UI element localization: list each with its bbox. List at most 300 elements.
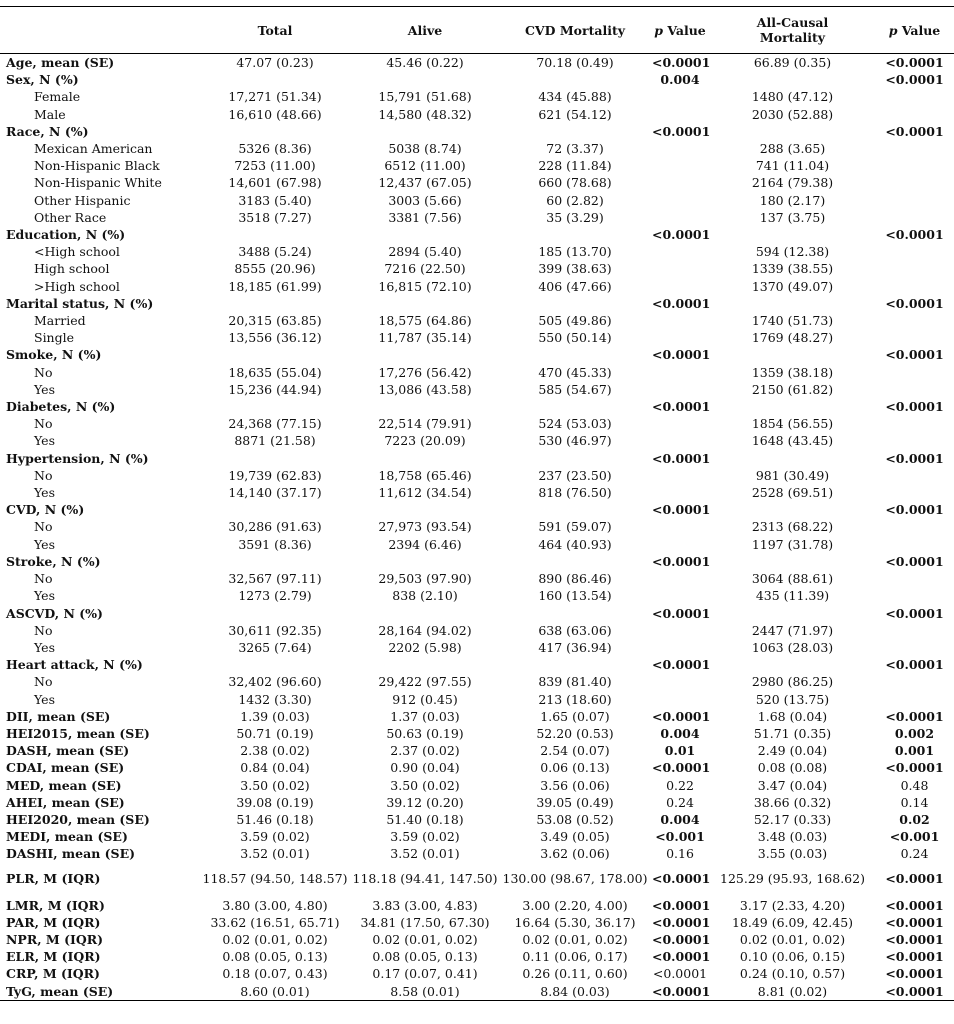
all-causal-mortality-value: 2980 (86.25) — [751, 674, 834, 690]
all-causal-mortality-value: 3.47 (0.04) — [757, 777, 828, 793]
all-causal-mortality-value: 3.55 (0.03) — [757, 846, 828, 862]
all-causal-mortality-value: 1769 (48.27) — [751, 330, 834, 346]
table-subrow — [0, 174, 954, 191]
row-label: Smoke, N (%) — [6, 347, 102, 363]
cvd-mortality-value: 417 (36.94) — [538, 639, 612, 655]
table-row — [0, 54, 954, 72]
cvd-mortality-value: 3.49 (0.05) — [540, 829, 610, 845]
table-subrow — [0, 536, 954, 553]
total-value — [200, 71, 350, 88]
cvd-mortality-value — [500, 450, 650, 467]
cvd-mortality-value: 72 (3.37) — [546, 141, 604, 157]
cvd-mortality-value: 505 (49.86) — [538, 313, 612, 329]
p-value-cvd — [650, 260, 710, 277]
alive-value: 27,973 (93.54) — [378, 519, 472, 535]
alive-value: 3381 (7.56) — [388, 209, 462, 225]
table-row — [0, 897, 954, 914]
p-value-all — [875, 570, 954, 587]
row-label: PAR, M (IQR) — [6, 914, 101, 930]
p-value-cvd: <0.0001 — [652, 931, 711, 947]
all-causal-mortality-value: 2150 (61.82) — [751, 381, 834, 397]
p-value-cvd: 0.22 — [666, 777, 694, 793]
cvd-mortality-value: 2.54 (0.07) — [540, 743, 610, 759]
cvd-mortality-value: 890 (86.46) — [538, 571, 612, 587]
all-causal-mortality-value: 435 (11.39) — [755, 588, 830, 604]
all-causal-mortality-value — [710, 295, 875, 312]
row-label: No — [34, 519, 53, 535]
table-subrow — [0, 329, 954, 346]
p-value-all — [875, 587, 954, 604]
total-value: 39.08 (0.19) — [236, 794, 314, 810]
p-value-cvd — [650, 329, 710, 346]
total-value: 3488 (5.24) — [238, 244, 312, 260]
total-value: 16,610 (48.66) — [228, 106, 322, 122]
table-row — [0, 450, 954, 467]
total-value: 13,556 (36.12) — [228, 330, 322, 346]
p-value-cvd: <0.0001 — [652, 605, 711, 621]
p-value-cvd — [650, 88, 710, 105]
p-value-cvd: 0.16 — [666, 846, 694, 862]
table-row — [0, 398, 954, 415]
row-label: DASH, mean (SE) — [6, 743, 130, 759]
all-causal-mortality-value: 52.17 (0.33) — [753, 811, 832, 827]
row-label: Hypertension, N (%) — [6, 450, 149, 466]
alive-value — [350, 71, 500, 88]
p-value-all: <0.0001 — [885, 871, 944, 887]
cvd-mortality-value: 213 (18.60) — [538, 691, 612, 707]
p-value-cvd: <0.0001 — [652, 347, 711, 363]
p-value-all: 0.001 — [894, 743, 935, 759]
header-total: Total — [200, 7, 350, 54]
row-label: No — [34, 467, 53, 483]
p-value-cvd: <0.0001 — [652, 123, 711, 139]
row-label: Mexican American — [34, 141, 153, 157]
row-label: Single — [34, 330, 75, 346]
cvd-mortality-value: 35 (3.29) — [546, 209, 604, 225]
header-p-value-cvd — [650, 7, 710, 54]
p-value-all — [875, 278, 954, 295]
p-value-all: <0.0001 — [885, 72, 944, 88]
row-label: Yes — [34, 433, 55, 449]
alive-value: 18,758 (65.46) — [378, 467, 472, 483]
total-value — [200, 656, 350, 673]
row-label: Stroke, N (%) — [6, 553, 101, 569]
total-value: 20,315 (63.85) — [228, 313, 322, 329]
p-value-all — [875, 88, 954, 105]
all-causal-mortality-value — [710, 346, 875, 363]
row-label: AHEI, mean (SE) — [6, 794, 125, 810]
row-label: DII, mean (SE) — [6, 708, 111, 724]
p-value-cvd — [650, 381, 710, 398]
row-label: Female — [34, 89, 81, 105]
p-value-all: <0.0001 — [885, 227, 944, 243]
all-causal-mortality-value: 1854 (56.55) — [751, 416, 834, 432]
row-label: Race, N (%) — [6, 123, 89, 139]
alive-value: 3.59 (0.02) — [390, 829, 460, 845]
p-value-cvd: <0.0001 — [652, 871, 711, 887]
all-causal-mortality-value: 180 (2.17) — [759, 192, 826, 208]
cvd-mortality-value: 0.11 (0.06, 0.17) — [522, 949, 628, 965]
all-causal-mortality-value — [710, 226, 875, 243]
cvd-mortality-value: 660 (78.68) — [538, 175, 612, 191]
p-value-cvd: <0.0001 — [652, 227, 711, 243]
cvd-mortality-value: 585 (54.67) — [538, 381, 612, 397]
table-row — [0, 863, 954, 897]
total-value: 33.62 (16.51, 65.71) — [210, 914, 340, 930]
total-value: 17,271 (51.34) — [228, 89, 322, 105]
header-row — [0, 7, 954, 54]
row-label: Sex, N (%) — [6, 72, 79, 88]
cvd-mortality-value: 3.00 (2.20, 4.00) — [522, 897, 628, 913]
row-label: CDAI, mean (SE) — [6, 760, 125, 776]
p-value-all — [875, 484, 954, 501]
alive-value: 7216 (22.50) — [384, 261, 466, 277]
p-value-cvd — [650, 157, 710, 174]
cvd-mortality-value: 399 (38.63) — [538, 261, 612, 277]
all-causal-mortality-value: 3064 (88.61) — [751, 571, 834, 587]
table-subrow — [0, 140, 954, 157]
row-label: Other Hispanic — [34, 192, 131, 208]
table-row — [0, 605, 954, 622]
row-label: No — [34, 416, 53, 432]
p-value-all — [875, 518, 954, 535]
row-label: ASCVD, N (%) — [6, 605, 103, 621]
cvd-mortality-value — [500, 553, 650, 570]
total-value: 0.84 (0.04) — [240, 760, 310, 776]
alive-value: 3003 (5.66) — [388, 192, 462, 208]
cvd-mortality-value: 53.08 (0.52) — [536, 811, 614, 827]
total-value: 51.46 (0.18) — [236, 811, 314, 827]
all-causal-mortality-value: 1359 (38.18) — [751, 364, 834, 380]
total-value: 1432 (3.30) — [238, 691, 312, 707]
p-value-all — [875, 174, 954, 191]
cvd-mortality-value — [500, 71, 650, 88]
p-italic: p — [654, 22, 663, 38]
p-value-cvd — [650, 467, 710, 484]
all-causal-mortality-value: 981 (30.49) — [755, 467, 830, 483]
all-causal-mortality-value — [710, 605, 875, 622]
p-value-cvd — [650, 518, 710, 535]
p-value-all — [875, 209, 954, 226]
cvd-mortality-value: 160 (13.54) — [538, 588, 612, 604]
alive-value: 34.81 (17.50, 67.30) — [360, 914, 490, 930]
alive-value: 2894 (5.40) — [388, 244, 462, 260]
alive-value: 39.12 (0.20) — [386, 794, 464, 810]
alive-value — [350, 501, 500, 518]
row-label: Non-Hispanic White — [34, 175, 162, 191]
p-value-all — [875, 140, 954, 157]
cvd-mortality-value: 406 (47.66) — [538, 278, 612, 294]
p-value-all: <0.0001 — [885, 295, 944, 311]
row-label: >High school — [34, 278, 120, 294]
p-value-all — [875, 673, 954, 690]
cvd-mortality-value: 228 (11.84) — [538, 158, 612, 174]
p-value-all: 0.02 — [899, 811, 930, 827]
alive-value: 0.08 (0.05, 0.13) — [372, 949, 478, 965]
row-label: MED, mean (SE) — [6, 777, 122, 793]
alive-value: 1.37 (0.03) — [390, 708, 460, 724]
alive-value: 0.90 (0.04) — [390, 760, 460, 776]
p-value-all: <0.0001 — [885, 760, 944, 776]
table-subrow — [0, 570, 954, 587]
total-value: 32,567 (97.11) — [228, 571, 322, 587]
alive-value: 18,575 (64.86) — [378, 313, 472, 329]
all-causal-mortality-value: 18.49 (6.09, 42.45) — [731, 914, 854, 930]
all-causal-mortality-value: 3.48 (0.03) — [757, 829, 828, 845]
all-causal-mortality-value — [710, 71, 875, 88]
all-causal-mortality-value: 2164 (79.38) — [751, 175, 834, 191]
baseline-characteristics-table — [0, 6, 954, 1001]
p-value-cvd: <0.0001 — [652, 897, 711, 913]
p-value-cvd: <0.0001 — [652, 966, 708, 982]
table-row — [0, 828, 954, 845]
all-causal-mortality-value: 8.81 (0.02) — [710, 983, 875, 1001]
p-value-all — [875, 536, 954, 553]
total-value: 15,236 (44.94) — [228, 381, 322, 397]
total-value: 3.50 (0.02) — [240, 777, 310, 793]
all-causal-mortality-value: 2030 (52.88) — [751, 106, 834, 122]
total-value — [200, 346, 350, 363]
p-value-cvd: <0.0001 — [652, 55, 711, 70]
table-row — [0, 931, 954, 948]
total-value — [200, 501, 350, 518]
alive-value: 29,503 (97.90) — [378, 571, 472, 587]
row-label: Yes — [34, 381, 55, 397]
p-value-cvd — [650, 639, 710, 656]
total-value: 8871 (21.58) — [234, 433, 316, 449]
p-value-all: <0.0001 — [885, 914, 944, 930]
table-row — [0, 965, 954, 982]
cvd-mortality-value: 8.84 (0.03) — [500, 983, 650, 1001]
alive-value — [350, 226, 500, 243]
cvd-mortality-value: 818 (76.50) — [538, 485, 612, 501]
cvd-mortality-value: 638 (63.06) — [538, 622, 612, 638]
header-p-value-all — [875, 7, 954, 54]
cvd-mortality-value: 3.62 (0.06) — [540, 846, 610, 862]
cvd-mortality-value — [500, 605, 650, 622]
all-causal-mortality-value: 1339 (38.55) — [751, 261, 834, 277]
cvd-mortality-value — [500, 295, 650, 312]
alive-value: 17,276 (56.42) — [378, 364, 472, 380]
all-causal-mortality-value: 1480 (47.12) — [751, 89, 834, 105]
alive-value: 2202 (5.98) — [388, 639, 462, 655]
p-value-cvd: <0.0001 — [652, 450, 711, 466]
all-causal-mortality-value: 2313 (68.22) — [751, 519, 834, 535]
cvd-mortality-value: 524 (53.03) — [538, 416, 612, 432]
table-subrow — [0, 484, 954, 501]
p-value-all — [875, 157, 954, 174]
all-causal-mortality-value: 741 (11.04) — [755, 158, 830, 174]
p-value-all — [875, 415, 954, 432]
all-causal-mortality-value: 0.24 (0.10, 0.57) — [739, 966, 846, 982]
alive-value: 3.83 (3.00, 4.83) — [372, 897, 478, 913]
total-value — [200, 553, 350, 570]
p2-rest: Value — [897, 22, 941, 38]
row-label: Marital status, N (%) — [6, 295, 154, 311]
total-value: 0.02 (0.01, 0.02) — [222, 931, 328, 947]
total-value: 0.08 (0.05, 0.13) — [222, 949, 328, 965]
cvd-mortality-value: 70.18 (0.49) — [536, 55, 614, 70]
total-value: 1.39 (0.03) — [240, 708, 310, 724]
table-row — [0, 777, 954, 794]
total-value — [200, 123, 350, 140]
table-row — [0, 346, 954, 363]
p-value-all: 0.48 — [900, 777, 929, 793]
alive-value — [350, 346, 500, 363]
row-label: Other Race — [34, 209, 107, 225]
row-label: Yes — [34, 536, 55, 552]
total-value: 32,402 (96.60) — [228, 674, 322, 690]
alive-value: 0.02 (0.01, 0.02) — [372, 931, 478, 947]
p-value-cvd: <0.0001 — [652, 914, 711, 930]
alive-value: 16,815 (72.10) — [378, 278, 472, 294]
p-value-cvd — [650, 415, 710, 432]
all-causal-mortality-value: 66.89 (0.35) — [753, 55, 832, 70]
alive-value: 50.63 (0.19) — [386, 725, 464, 741]
all-causal-mortality-value: 2447 (71.97) — [751, 622, 834, 638]
table-subrow — [0, 260, 954, 277]
total-value: 18,635 (55.04) — [228, 364, 322, 380]
row-label: Education, N (%) — [6, 227, 126, 243]
table-row — [0, 742, 954, 759]
alive-value — [350, 123, 500, 140]
all-causal-mortality-value: 125.29 (95.93, 168.62) — [720, 871, 865, 887]
table-row — [0, 914, 954, 931]
p-value-all — [875, 329, 954, 346]
all-causal-mortality-value: 137 (3.75) — [759, 209, 826, 225]
p-value-all: <0.0001 — [885, 553, 944, 569]
cvd-mortality-value: 0.26 (0.11, 0.60) — [522, 966, 628, 982]
alive-value: 28,164 (94.02) — [378, 622, 472, 638]
table-subrow — [0, 691, 954, 708]
alive-value: 13,086 (43.58) — [378, 381, 472, 397]
cvd-mortality-value: 130.00 (98.67, 178.00) — [502, 871, 648, 887]
p-value-cvd: 0.004 — [660, 72, 700, 88]
alive-value: 6512 (11.00) — [384, 158, 466, 174]
p-value-all: <0.0001 — [885, 949, 944, 965]
p-value-cvd: <0.0001 — [652, 553, 711, 569]
all-causal-mortality-value — [710, 398, 875, 415]
cvd-mortality-value: 1.65 (0.07) — [540, 708, 610, 724]
alive-value: 3.52 (0.01) — [390, 846, 460, 862]
all-causal-mortality-value: 0.02 (0.01, 0.02) — [739, 931, 846, 947]
p-value-cvd — [650, 691, 710, 708]
p-value-cvd: 0.004 — [660, 725, 700, 741]
row-label: LMR, M (IQR) — [6, 897, 105, 913]
total-value: 3.52 (0.01) — [240, 846, 310, 862]
all-causal-mortality-value: 3.17 (2.33, 4.20) — [739, 897, 846, 913]
alive-value: 12,437 (67.05) — [378, 175, 472, 191]
row-label: PLR, M (IQR) — [6, 871, 101, 887]
alive-value: 2.37 (0.02) — [390, 743, 460, 759]
row-label: Yes — [34, 588, 55, 604]
p-value-all: <0.0001 — [885, 502, 944, 518]
p-value-cvd: 0.01 — [664, 743, 696, 759]
row-label: HEI2015, mean (SE) — [6, 725, 150, 741]
cvd-mortality-value: 591 (59.07) — [538, 519, 612, 535]
row-label: High school — [34, 261, 110, 277]
row-label: Diabetes, N (%) — [6, 399, 116, 415]
table-subrow — [0, 243, 954, 260]
p-value-cvd: <0.0001 — [652, 657, 711, 673]
table-row — [0, 759, 954, 776]
p-value-all: <0.0001 — [885, 347, 944, 363]
row-label: NPR, M (IQR) — [6, 931, 104, 947]
alive-value — [350, 398, 500, 415]
p-value-cvd — [650, 432, 710, 449]
total-value — [200, 450, 350, 467]
all-causal-mortality-value — [710, 501, 875, 518]
cvd-mortality-value — [500, 123, 650, 140]
table-row — [0, 708, 954, 725]
p-value-all — [875, 639, 954, 656]
all-causal-mortality-value: 0.08 (0.08) — [757, 760, 828, 776]
p-value-cvd — [650, 192, 710, 209]
alive-value — [350, 450, 500, 467]
total-value: 7253 (11.00) — [234, 158, 316, 174]
row-label: Heart attack, N (%) — [6, 657, 143, 673]
alive-value — [350, 295, 500, 312]
table-row — [0, 794, 954, 811]
alive-value: 2394 (6.46) — [388, 536, 462, 552]
cvd-mortality-value: 39.05 (0.49) — [536, 794, 614, 810]
alive-value: 838 (2.10) — [392, 588, 458, 604]
row-label: MEDI, mean (SE) — [6, 829, 128, 845]
p-value-cvd — [650, 140, 710, 157]
p-value-cvd: <0.0001 — [652, 760, 711, 776]
all-causal-mortality-value: 1063 (28.03) — [751, 639, 834, 655]
row-label: No — [34, 674, 53, 690]
p-value-all: <0.0001 — [885, 123, 944, 139]
all-causal-mortality-value: 38.66 (0.32) — [753, 794, 832, 810]
alive-value: 0.17 (0.07, 0.41) — [372, 966, 478, 982]
total-value: 5326 (8.36) — [238, 141, 312, 157]
all-causal-mortality-value: 1197 (31.78) — [751, 536, 834, 552]
all-causal-mortality-value: 520 (13.75) — [755, 691, 830, 707]
p-value-all: <0.0001 — [885, 708, 944, 724]
all-causal-mortality-value: 51.71 (0.35) — [753, 725, 832, 741]
all-causal-mortality-value: 2528 (69.51) — [751, 485, 834, 501]
table-row — [0, 725, 954, 742]
total-value: 30,611 (92.35) — [228, 622, 322, 638]
row-label: <High school — [34, 244, 120, 260]
table-subrow — [0, 467, 954, 484]
row-label: No — [34, 364, 53, 380]
alive-value: 29,422 (97.55) — [378, 674, 472, 690]
row-label: Married — [34, 313, 86, 329]
table-subrow — [0, 209, 954, 226]
table-row — [0, 656, 954, 673]
p-value-all: <0.0001 — [885, 55, 944, 70]
row-label: Yes — [34, 639, 55, 655]
total-value: 3.80 (3.00, 4.80) — [222, 897, 328, 913]
alive-value: 45.46 (0.22) — [386, 55, 464, 70]
p-value-cvd — [650, 536, 710, 553]
table-row — [0, 71, 954, 88]
p-value-all: <0.0001 — [885, 931, 944, 947]
table-body — [0, 54, 954, 1001]
table-subrow — [0, 381, 954, 398]
table-subrow — [0, 622, 954, 639]
p-value-all — [875, 622, 954, 639]
table-subrow — [0, 106, 954, 123]
table-row — [0, 226, 954, 243]
total-value — [200, 398, 350, 415]
table-subrow — [0, 192, 954, 209]
total-value: 118.57 (94.50, 148.57) — [202, 871, 348, 887]
p-value-cvd — [650, 312, 710, 329]
cvd-mortality-value: 237 (23.50) — [538, 467, 612, 483]
